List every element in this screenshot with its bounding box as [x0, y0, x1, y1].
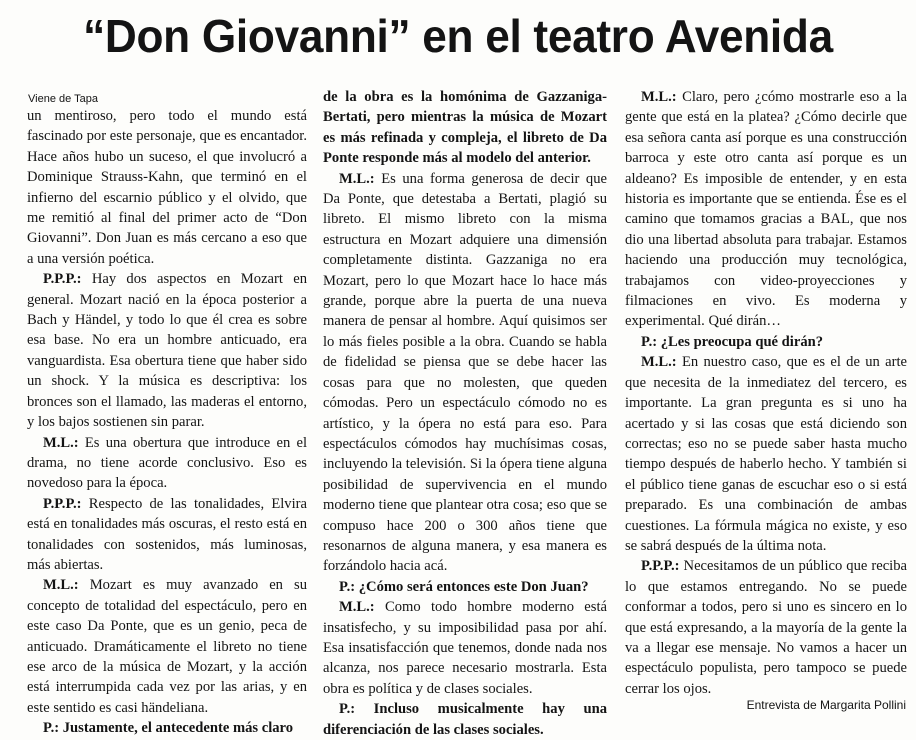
- speaker-label: M.L.:: [43, 577, 79, 594]
- article-paragraph: [27, 575, 307, 718]
- article-headline: “Don Giovanni” en el teatro Avenida: [83, 10, 833, 62]
- article-paragraph: [625, 87, 907, 332]
- article-paragraph: [625, 556, 907, 699]
- speaker-label: P.: Incluso musicalmente hay una diferenciación de las clases sociales.: [323, 701, 607, 738]
- article-paragraph: [323, 87, 607, 169]
- speaker-label: M.L.:: [641, 89, 677, 105]
- paragraph-text: Mozart es muy avanzado en su concepto de totalidad del espectáculo, pero en este caso Da Ponte, que es un genio, peca de anticuado. Dramáticamente el libreto no tiene ese arco de la música de Mozart, y la acción está interrumpida cada vez por las arias, y en este sentido es casi händeliana.: [27, 577, 307, 716]
- speaker-label: M.L.:: [43, 434, 79, 451]
- article-paragraph: [323, 169, 607, 577]
- article-paragraph: [625, 352, 907, 556]
- paragraph-text: En nuestro caso, que es el de un arte que necesita de la inmediatez del tercero, es importante. La gran pregunta es si uno ha acertado y si las cosas que está diciendo son correctas; eso no se puede saber hasta mucho tiempo después de haberlo hecho. Y también si el público tiene ganas de escuchar eso o si está preparado. Es una combinación de ambas cuestiones. La fórmula mágica no existe, y eso se sabrá después de la última nota.: [625, 354, 907, 554]
- paragraph-text: Hay dos aspectos en Mozart en general. Mozart nació en la época posterior a Bach y Händel, y todo lo que él crea es sobre esa base. No era un hombre anticuado, era vanguardista. Esa obertura tiene que haber sido un shock. Y la música es descriptiva: los bronces son el llamado, las maderas el entorno, y los bajos sostienen sin parar.: [27, 271, 307, 431]
- article-paragraph: [323, 577, 607, 597]
- paragraph-text: Claro, pero ¿cómo mostrarle eso a la gente que está en la platea? ¿Cómo decirle que esa señora canta así porque es una construcción barroca y este otro canta así porque es un aldeano? Es imposible de entender, y en esta historia es importante que se entienda. Ése es el camino que tomamos gracias a BAL, que nos dio una libertad absoluta para trabajar. Estamos haciendo una producción muy tecnológica, trabajamos con video-proyecciones y filmaciones en vivo. Es moderna y experimental. Qué dirán…: [625, 89, 907, 330]
- article-paragraph: [323, 699, 607, 740]
- article-paragraph: [27, 433, 307, 494]
- speaker-label: P.P.P.:: [43, 271, 82, 288]
- speaker-label: P.: Justamente, el antecedente más claro: [43, 720, 294, 737]
- article-column-1: [27, 106, 307, 739]
- interviewer-credit: Entrevista de Margarita Pollini: [746, 698, 906, 712]
- article-paragraph: [27, 718, 307, 738]
- article-paragraph: [27, 106, 307, 269]
- paragraph-text: Es una forma generosa de decir que Da Ponte, que detestaba a Bertati, plagió su libreto. El mismo libreto con la misma estructura en Mozart adquiere una dimensión completamente distinta. Gazzaniga no era Mozart, pero lo que Mozart hace lo hace más grande, porque abre la puerta de una nueva manera de pensar al hombre. Aquí quisimos ser lo más fieles posible a la obra. Cuando se habla de fidelidad se piensa que se debe hacer las cosas para que no molesten, que queden cómodas. Pero un espectáculo cómodo no es artístico, y la ópera no está para eso. Para espectáculos cómodos hay muchísimas cosas, incluyendo la televisión. Si la ópera tiene alguna posibilidad de supervivencia en el mundo moderno tiene que plantear otra cosa; eso que se compuso hace 200 o 300 años tiene que resonarnos de alguna manera, y esa manera es forzándolo hacia acá.: [323, 170, 607, 575]
- speaker-label: P.: ¿Les preocupa qué dirán?: [641, 333, 824, 350]
- speaker-label: P.P.P.:: [641, 558, 680, 575]
- article-column-2: [323, 87, 607, 740]
- speaker-label: M.L.:: [339, 599, 375, 616]
- article-paragraph: [27, 494, 307, 576]
- speaker-label: M.L.:: [339, 170, 375, 187]
- speaker-label: de la obra es la homónima de Gazzaniga-Bertati, pero mientras la música de Mozart es más refinada y compleja, el libreto de Da Ponte responde más al modelo del anterior.: [323, 89, 607, 167]
- speaker-label: P.: ¿Cómo será entonces este Don Juan?: [339, 578, 589, 595]
- continued-from-label: Viene de Tapa: [28, 93, 98, 105]
- paragraph-text: Es una obertura que introduce en el drama, no tiene acorde conclusivo. Eso es novedoso para la época.: [27, 434, 307, 492]
- speaker-label: P.P.P.:: [43, 495, 82, 512]
- article-paragraph: [625, 332, 907, 352]
- paragraph-text: un mentiroso, pero todo el mundo está fascinado por este personaje, que es encantador. Hace años hubo un suceso, el que involucró a Dominique Strauss-Kahn, que terminó en el infierno del escarnio público y el olvido, que me remitió al final del primer acto de “Don Giovanni”. Don Juan es más cercano a eso que a una versión poética.: [27, 108, 307, 267]
- speaker-label: M.L.:: [641, 354, 677, 371]
- paragraph-text: Respecto de las tonalidades, Elvira está en tonalidades más oscuras, el resto está en tonalidades con sostenidos, más luminosas, más abiertas.: [27, 495, 307, 573]
- paragraph-text: Como todo hombre moderno está insatisfecho, y su imposibilidad pasa por ahí. Esa insatisfacción que tenemos, donde nada nos alcanza, nos parece necesario mostrarla. Esta obra es política y de clases sociales.: [323, 599, 607, 697]
- article-column-3: [625, 87, 907, 699]
- paragraph-text: Necesitamos de un público que reciba lo que estamos entregando. No se puede conformar a todos, pero si uno es sincero en lo que está expresando, a la mayoría de la gente la va a llegar ese mensaje. No vamos a hacer un espectáculo populista, pero tampoco se puede cerrar los ojos.: [625, 558, 907, 697]
- article-paragraph: [323, 597, 607, 699]
- article-paragraph: [27, 269, 307, 432]
